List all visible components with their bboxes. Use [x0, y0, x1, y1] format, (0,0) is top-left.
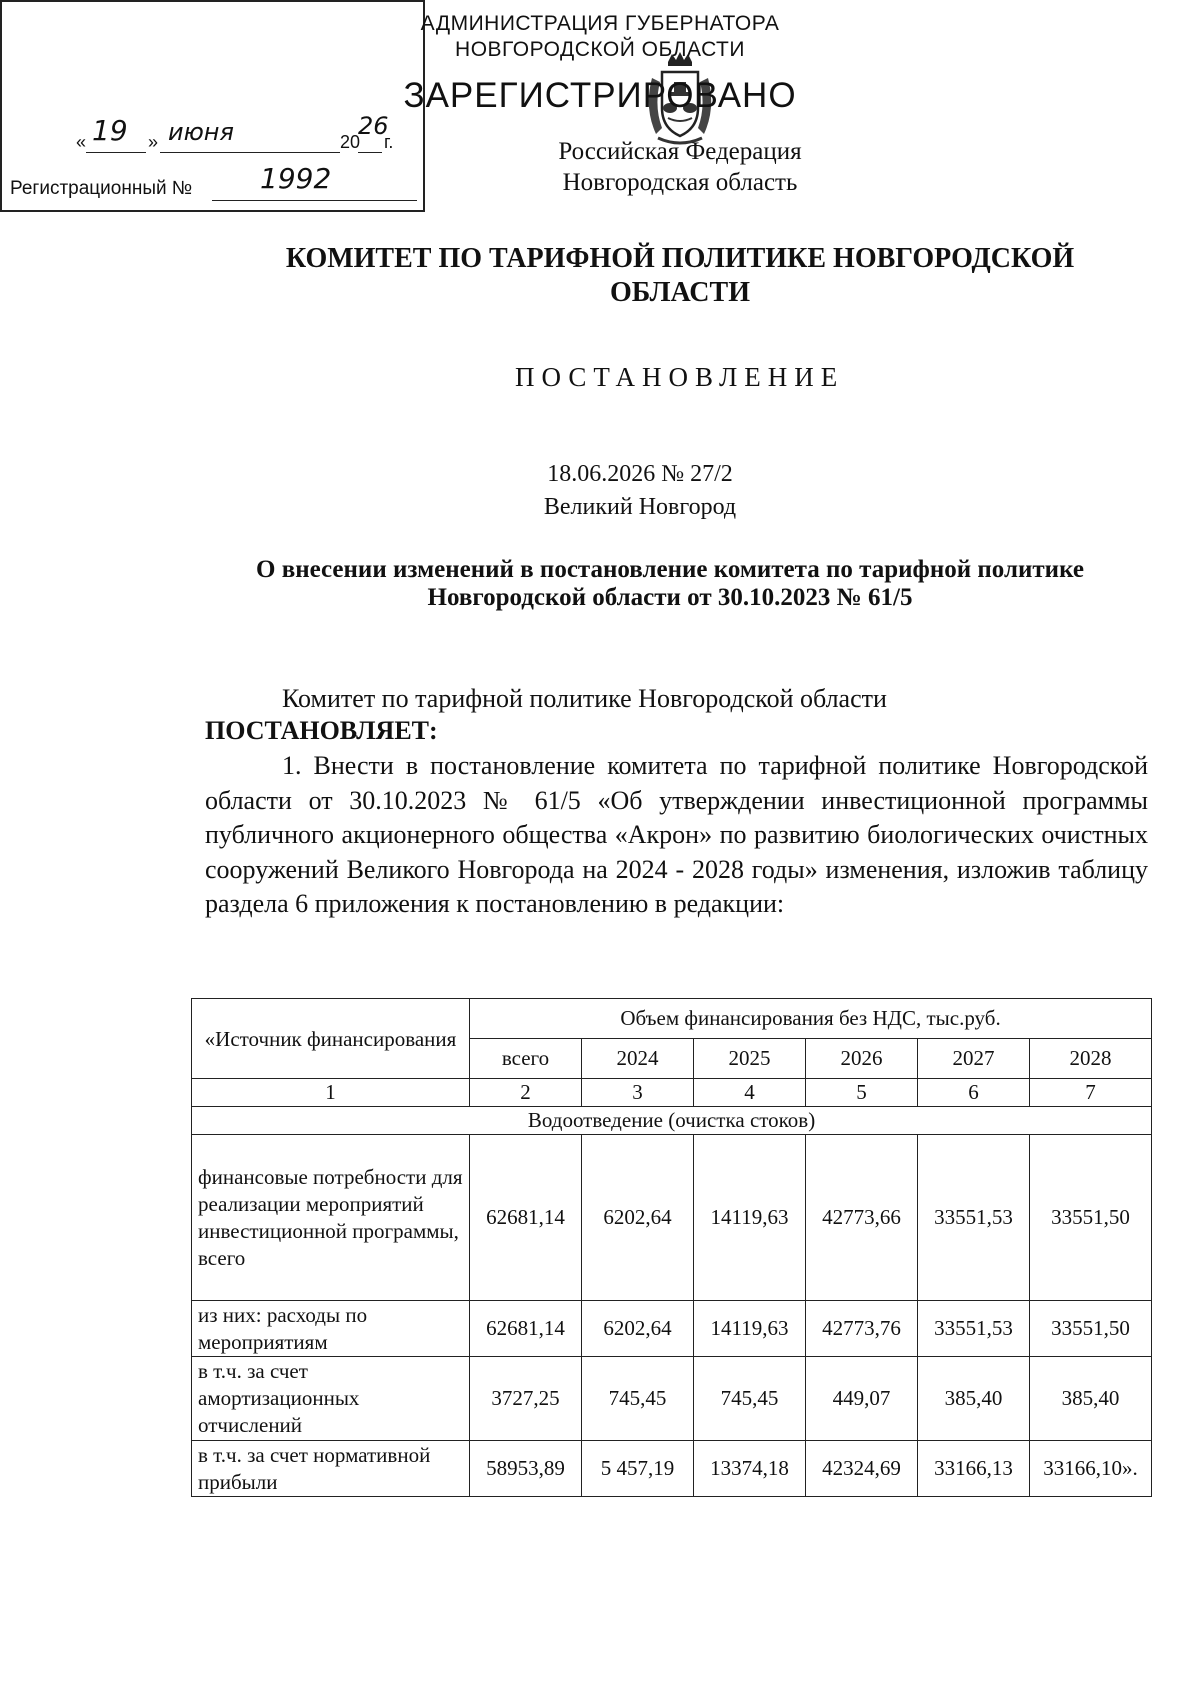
table-header-row: [192, 999, 1152, 1039]
row-value: 33551,53: [918, 1135, 1030, 1301]
decree-city: Великий Новгород: [543, 494, 737, 520]
row-label: финансовые потребности для реализации мероприятий инвестиционной программы, всего: [192, 1135, 470, 1301]
source-header: «Источник финансирования: [192, 999, 470, 1079]
subject-line-1: О внесении изменений в постановление комитета по тарифной политике: [256, 556, 1084, 583]
col-number: 2: [470, 1079, 582, 1107]
row-value: 33166,13: [918, 1441, 1030, 1497]
row-value: 6202,64: [582, 1301, 694, 1357]
stamp-date-row: [28, 112, 398, 154]
stamp-line-1: АДМИНИСТРАЦИЯ ГУБЕРНАТОРА: [420, 12, 780, 35]
row-value: 14119,63: [694, 1301, 806, 1357]
region-name: Новгородская область: [562, 169, 798, 196]
table-section-row: [192, 1107, 1152, 1135]
row-value: 42324,69: [806, 1441, 918, 1497]
decree-subject: [190, 556, 1150, 612]
item-1-text: 1. Внести в постановление комитета по тарифной политике Новгородской области от 30.10.2023 № 61/5 «Об утверждении инвестиционной программы публичного акционерного общества «Акрон» по развитию биологических очистных сооружений Великого Новгорода на 2024 - 2028 годы» изменения, изложив таблицу раздела 6 приложения к постановлению в редакции:: [205, 751, 1148, 918]
stamp-reg-number: 1992: [260, 162, 332, 195]
row-label: в т.ч. за счет нормативной прибыли: [192, 1441, 470, 1497]
stamp-month: июня: [168, 118, 234, 146]
stamp-day: 19: [92, 114, 128, 147]
col-header: 2025: [694, 1039, 806, 1079]
financing-table: [191, 998, 1152, 1497]
volume-header: Объем финансирования без НДС, тыс.руб.: [470, 999, 1152, 1039]
stamp-quote-close: »: [148, 132, 159, 152]
col-header: 2026: [806, 1039, 918, 1079]
row-value: 42773,66: [806, 1135, 918, 1301]
col-number: 6: [918, 1079, 1030, 1107]
row-value: 13374,18: [694, 1441, 806, 1497]
table-row: [192, 1357, 1152, 1441]
stamp-registration-row: [10, 162, 420, 204]
row-value: 33551,50: [1030, 1135, 1152, 1301]
row-label: в т.ч. за счет амортизационных отчислений: [192, 1357, 470, 1441]
row-value: 42773,76: [806, 1301, 918, 1357]
row-value: 449,07: [806, 1357, 918, 1441]
col-header: 2028: [1030, 1039, 1152, 1079]
row-value: 62681,14: [470, 1135, 582, 1301]
col-number: 3: [582, 1079, 694, 1107]
col-number: 5: [806, 1079, 918, 1107]
decree-date-number: 18.06.2026 № 27/2: [547, 461, 733, 487]
row-value: 745,45: [582, 1357, 694, 1441]
row-label: из них: расходы по мероприятиям: [192, 1301, 470, 1357]
stamp-quote-open: «: [76, 132, 87, 152]
preamble: Комитет по тарифной политике Новгородской области: [282, 684, 887, 713]
row-value: 5 457,19: [582, 1441, 694, 1497]
row-value: 6202,64: [582, 1135, 694, 1301]
col-header: всего: [470, 1039, 582, 1079]
row-value: 14119,63: [694, 1135, 806, 1301]
row-value: 745,45: [694, 1357, 806, 1441]
resolves-heading: ПОСТАНОВЛЯЕТ:: [205, 716, 438, 745]
col-number: 7: [1030, 1079, 1152, 1107]
row-value: 58953,89: [470, 1441, 582, 1497]
row-value: 33166,10».: [1030, 1441, 1152, 1497]
row-value: 3727,25: [470, 1357, 582, 1441]
stamp-year-suffix: 26: [358, 112, 389, 140]
col-number: 4: [694, 1079, 806, 1107]
col-number: 1: [192, 1079, 470, 1107]
row-value: 62681,14: [470, 1301, 582, 1357]
table-row: [192, 1301, 1152, 1357]
row-value: 385,40: [918, 1357, 1030, 1441]
table-row: [192, 1135, 1152, 1301]
col-header: 2027: [918, 1039, 1030, 1079]
row-value: 33551,53: [918, 1301, 1030, 1357]
stamp-line-2: НОВГОРОДСКОЙ ОБЛАСТИ: [455, 38, 745, 61]
table-row: [192, 1441, 1152, 1497]
row-value: 385,40: [1030, 1357, 1152, 1441]
row-value: 33551,50: [1030, 1301, 1152, 1357]
stamp-year-prefix: 20: [340, 132, 361, 152]
stamp-reg-label: Регистрационный №: [10, 178, 193, 199]
subject-line-2: Новгородской области от 30.10.2023 № 61/5: [427, 584, 913, 611]
committee-title: КОМИТЕТ ПО ТАРИФНОЙ ПОЛИТИКЕ НОВГОРОДСКОЙ ОБЛАСТИ: [285, 243, 1075, 308]
stamp-status: ЗАРЕГИСТРИРОВАНО: [403, 76, 797, 115]
section-title: Водоотведение (очистка стоков): [192, 1107, 1152, 1135]
col-header: 2024: [582, 1039, 694, 1079]
country-name: Российская Федерация: [558, 138, 802, 165]
stamp-year-letter: г.: [384, 132, 394, 152]
table-number-row: [192, 1079, 1152, 1107]
decree-type: ПОСТАНОВЛЕНИЕ: [515, 362, 845, 392]
